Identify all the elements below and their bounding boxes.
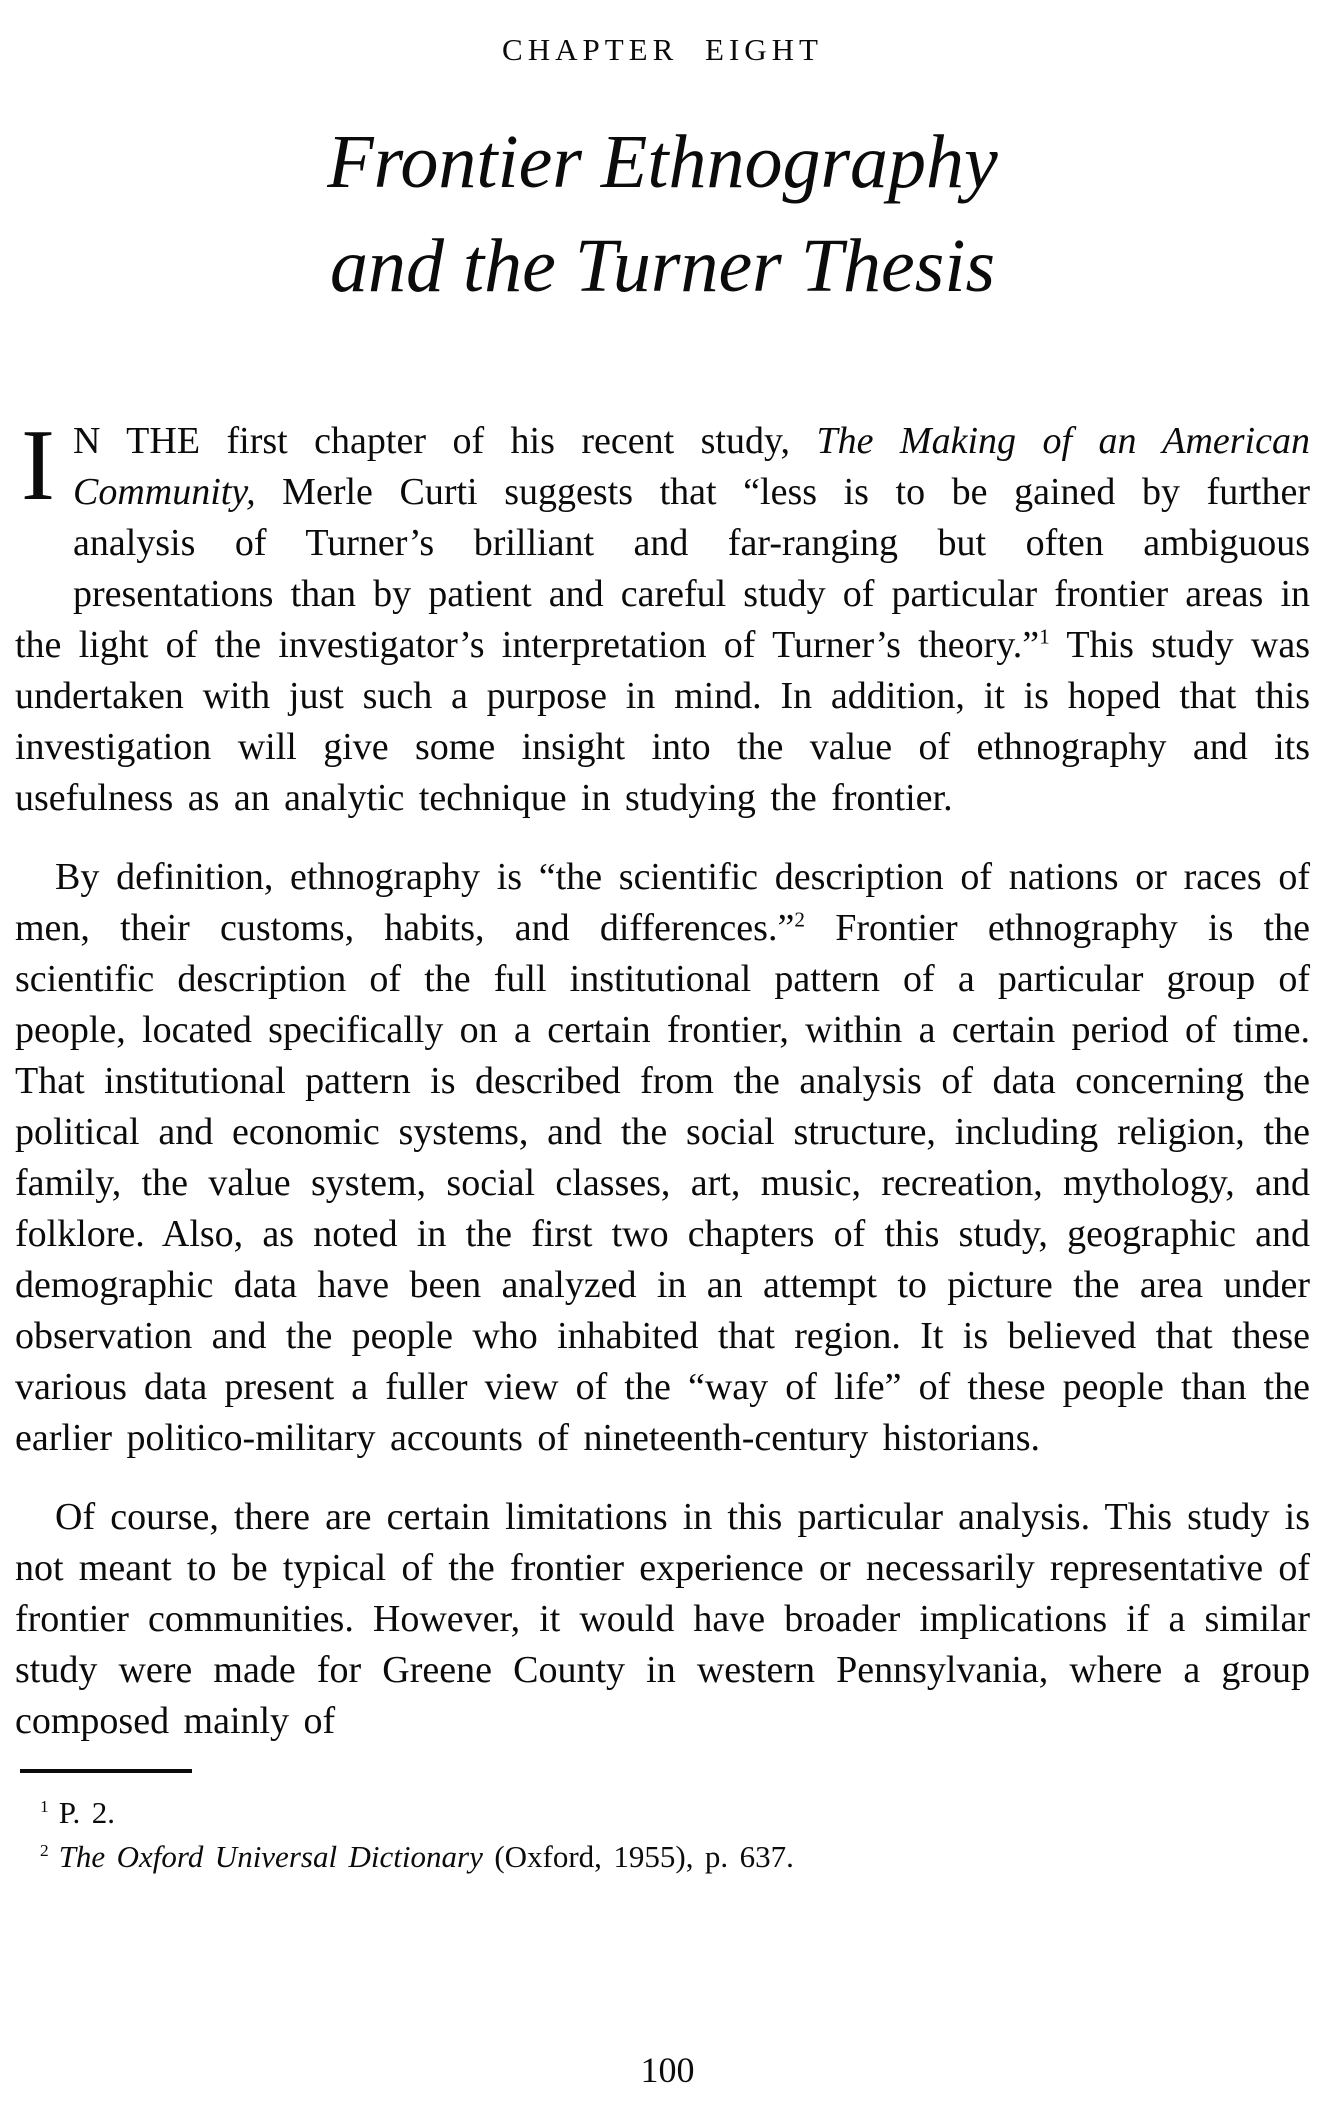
- chapter-title-line-2: and the Turner Thesis: [329, 224, 996, 308]
- paragraph-2-text: Frontier ethnography is the scientific description of the full institutional pattern of a particular group of people, located specifically on a certain frontier, within a certain period of time. That institutional pattern is described from the analysis of data concerning the political and economic systems, and the social structure, including religion, the family, the value system, social classes, art, music, recreation, mythology, and folklore. Also, as noted in the first two chapters of this study, geographic and demographic data have been analyzed in an attempt to picture the area under observation and the people who inhabited that region. It is believed that these various data present a fuller view of the “way of life” of these people than the earlier politico-military accounts of nineteenth-century historians.: [15, 907, 1310, 1459]
- footnotes-section: [15, 1769, 1310, 1879]
- footnote-1: [15, 1791, 1310, 1835]
- paragraph-2-text: By definition, ethnography is “the scientific description of nations or races of men, their customs, habits, and differences.”: [15, 856, 1310, 949]
- footnote-2-text: (Oxford, 1955), p. 637.: [482, 1839, 794, 1874]
- footnote-reference-1: 1: [1039, 624, 1050, 649]
- paragraph-3-text: Of course, there are certain limitations in this particular analysis. This study is not meant to be typical of the frontier experience or necessarily representative of frontier communities. However, it would have broader implications if a similar study were made for Greene County in western Pennsylvania, where a group composed mainly of: [15, 1496, 1310, 1742]
- body-text: [15, 409, 1310, 1747]
- page-number: 100: [640, 2050, 695, 2090]
- chapter-title-line-1: Frontier Ethnography: [327, 120, 998, 204]
- chapter-title: [15, 110, 1310, 318]
- paragraph-1-text: N THE first chapter of his recent study,: [72, 420, 817, 462]
- footnote-reference-2: 2: [794, 907, 805, 932]
- footnote-divider: [20, 1769, 192, 1773]
- footnote-1-marker: 1: [40, 1796, 49, 1816]
- drop-cap: I: [21, 409, 55, 522]
- paragraph-1-text: This study was undertaken with just such a purpose in mind. In addition, it is hoped that this investigation will give some insight into the value of ethnography and its usefulness as an analytic technique in studying the frontier.: [15, 624, 1310, 819]
- paragraph-definition: [15, 852, 1310, 1464]
- cited-book-title: The Making of an American Community,: [72, 420, 1310, 513]
- paragraph-limitations: [15, 1492, 1310, 1747]
- footnote-1-text: P. 2.: [58, 1795, 115, 1830]
- paragraph-opening: [15, 409, 1310, 824]
- footnote-2-book-title: The Oxford Universal Dictionary: [58, 1839, 483, 1874]
- footnote-2: [15, 1835, 1310, 1879]
- chapter-heading: CHAPTER EIGHT: [502, 32, 823, 67]
- footnote-2-marker: 2: [40, 1840, 49, 1860]
- paragraph-1-text: Merle Curti suggests that “less is to be gained by further analysis of Turner’s brilliant and far-ranging but often ambiguous presentations than by patient and careful study of particular frontier areas in the light of the investigator’s interpretation of Turner’s theory.”: [15, 471, 1310, 666]
